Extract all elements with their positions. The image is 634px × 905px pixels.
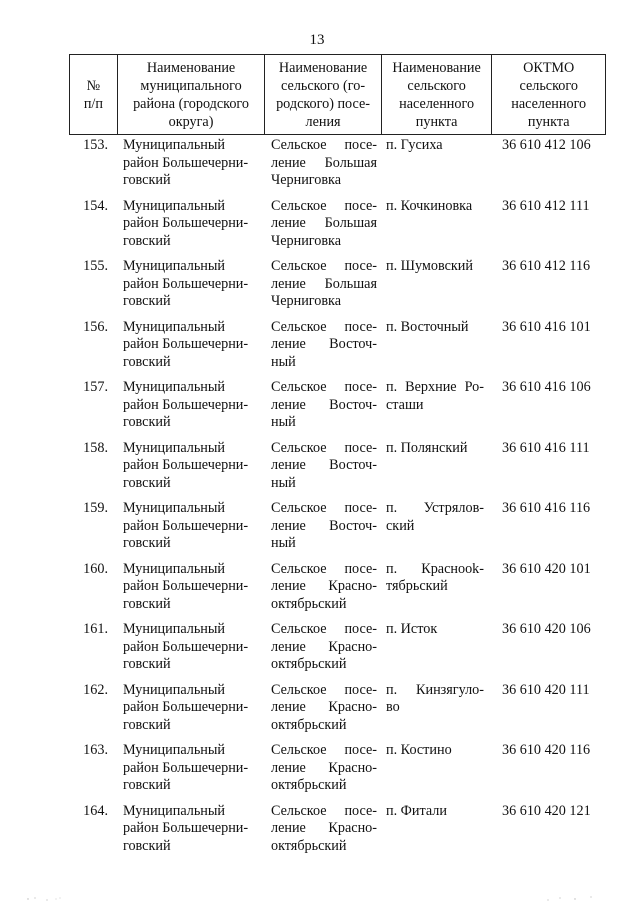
locality-line: ский <box>386 517 415 534</box>
locality-name <box>381 196 492 257</box>
locality-line: п. Кочкиновка <box>386 197 473 214</box>
settlement-line: Сельское посе- <box>271 681 377 698</box>
settlement-line: ление Восточ- <box>271 396 377 413</box>
header-district: Наименование муниципального района (городского округа) <box>117 55 264 134</box>
settlement-name <box>264 740 381 801</box>
oktmo-code: 36 610 420 101 <box>502 560 591 577</box>
settlement-line: октябрьский <box>271 716 347 733</box>
locality-line: п. Восточный <box>386 318 469 335</box>
settlement-line: ление Красно- <box>271 578 377 594</box>
settlement-line: Сельское посе- <box>271 197 377 214</box>
locality-line: п. Устрялов- <box>386 500 484 516</box>
locality-line: сташи <box>386 396 424 413</box>
oktmo-code: 36 610 416 116 <box>502 500 591 516</box>
district-name: Муниципальный район Большечерни- говский <box>123 258 249 309</box>
locality-line: п. Костино <box>386 742 452 758</box>
settlement-line: Сельское посе- <box>271 560 377 577</box>
row-number: 162. <box>83 681 108 698</box>
settlement-name <box>264 498 381 559</box>
locality-name <box>381 438 492 499</box>
locality-name <box>381 559 492 620</box>
settlement-line: Сельское посе- <box>271 439 377 456</box>
header-oktmo: ОКТМО сельского населенного пункта <box>491 55 605 134</box>
locality-line: во <box>386 699 400 715</box>
settlement-line: Сельское посе- <box>271 621 377 637</box>
oktmo-code: 36 610 416 111 <box>502 439 590 456</box>
locality-line: тябрьский <box>386 578 448 594</box>
locality-name <box>381 740 492 801</box>
settlement-line: ный <box>271 535 296 551</box>
settlement-line: Сельское посе- <box>271 379 377 395</box>
settlement-name <box>264 801 381 862</box>
row-number: 163. <box>83 742 108 758</box>
table-row <box>69 196 606 257</box>
settlement-name <box>264 256 381 317</box>
oktmo-code: 36 610 420 106 <box>502 621 591 637</box>
settlement-line: Сельское посе- <box>271 318 377 335</box>
oktmo-code: 36 610 420 116 <box>502 742 591 758</box>
district-name: Муниципальный район Большечерни- говский <box>123 621 249 672</box>
settlement-line: ление Красно- <box>271 699 377 715</box>
table-row <box>69 498 606 559</box>
settlement-line: октябрьский <box>271 595 347 612</box>
locality-line: п. Краснook- <box>386 560 484 577</box>
settlement-line: Черниговка <box>271 293 342 309</box>
row-number: 158. <box>83 439 108 456</box>
settlement-line: ление Большая <box>271 275 377 292</box>
header-locality: Наименование сельского населенного пункта <box>381 55 492 134</box>
locality-name <box>381 377 492 438</box>
district-name: Муниципальный район Большечерни- говский <box>123 560 249 612</box>
settlement-line: Сельское посе- <box>271 258 377 274</box>
district-name: Муниципальный район Большечерни- говский <box>123 500 249 551</box>
table-row <box>69 377 606 438</box>
table-row <box>69 801 606 862</box>
district-name: Муниципальный район Большечерни- говский <box>123 802 249 854</box>
row-number: 156. <box>83 318 108 335</box>
district-name: Муниципальный район Большечерни- говский <box>123 197 249 249</box>
table-row <box>69 135 606 196</box>
settlements-table <box>69 54 606 861</box>
locality-line: п. Гусиха <box>386 137 443 153</box>
settlement-line: октябрьский <box>271 837 347 854</box>
settlement-line: ление Восточ- <box>271 517 377 534</box>
settlement-line: Черниговка <box>271 172 342 188</box>
scan-noise <box>0 885 634 905</box>
page-number: 13 <box>309 32 325 48</box>
district-name: Муниципальный район Большечерни- говский <box>123 137 249 188</box>
settlement-line: ный <box>271 353 296 370</box>
table-row <box>69 438 606 499</box>
settlement-line: ление Большая <box>271 154 377 171</box>
locality-line: п. Исток <box>386 621 438 637</box>
district-name: Муниципальный район Большечерни- говский <box>123 318 249 370</box>
locality-line: п. Верхние Ро- <box>386 379 484 395</box>
settlement-line: Черниговка <box>271 232 342 249</box>
row-number: 164. <box>83 802 108 819</box>
row-number: 159. <box>83 500 108 516</box>
settlement-name <box>264 680 381 741</box>
table-header <box>69 54 606 135</box>
row-number: 160. <box>83 560 108 577</box>
table-row <box>69 619 606 680</box>
settlement-line: ный <box>271 414 296 430</box>
oktmo-code: 36 610 412 106 <box>502 137 591 153</box>
oktmo-code: 36 610 412 116 <box>502 258 591 274</box>
settlement-name <box>264 317 381 378</box>
table-row <box>69 740 606 801</box>
settlement-line: Сельское посе- <box>271 500 377 516</box>
table-row <box>69 559 606 620</box>
row-number: 155. <box>83 258 108 274</box>
oktmo-code: 36 610 420 111 <box>502 681 590 698</box>
locality-line: п. Фитали <box>386 802 447 819</box>
oktmo-code: 36 610 416 101 <box>502 318 591 335</box>
locality-line: п. Полянский <box>386 439 468 456</box>
locality-name <box>381 801 492 862</box>
district-name: Муниципальный район Большечерни- говский <box>123 379 249 430</box>
settlement-line: ление Красно- <box>271 759 377 776</box>
row-number: 161. <box>83 621 108 637</box>
settlement-name <box>264 377 381 438</box>
settlement-line: Сельское посе- <box>271 137 377 153</box>
locality-name <box>381 680 492 741</box>
row-number: 153. <box>83 137 108 153</box>
table-row <box>69 317 606 378</box>
locality-name <box>381 256 492 317</box>
settlement-name <box>264 559 381 620</box>
settlement-line: октябрьский <box>271 777 347 793</box>
locality-line: п. Кинзягуло- <box>386 681 484 698</box>
settlement-name <box>264 135 381 196</box>
header-settlement: Наименование сельского (го- родского) посе- ления <box>264 55 381 134</box>
table-row <box>69 256 606 317</box>
locality-line: п. Шумовский <box>386 258 473 274</box>
settlement-name <box>264 196 381 257</box>
table-row <box>69 680 606 741</box>
locality-name <box>381 135 492 196</box>
locality-name <box>381 498 492 559</box>
settlement-name <box>264 619 381 680</box>
settlement-line: ление Восточ- <box>271 457 377 473</box>
locality-name <box>381 317 492 378</box>
settlement-line: ление Красно- <box>271 820 377 836</box>
settlement-line: Сельское посе- <box>271 802 377 819</box>
settlement-name <box>264 438 381 499</box>
table-body <box>69 135 606 861</box>
row-number: 157. <box>83 379 108 395</box>
district-name: Муниципальный район Большечерни- говский <box>123 681 249 733</box>
settlement-line: ный <box>271 474 296 491</box>
row-number: 154. <box>83 197 108 214</box>
settlement-line: октябрьский <box>271 656 347 672</box>
settlement-line: ление Восточ- <box>271 336 377 352</box>
settlement-line: Сельское посе- <box>271 742 377 758</box>
locality-name <box>381 619 492 680</box>
district-name: Муниципальный район Большечерни- говский <box>123 742 249 793</box>
settlement-line: ление Большая <box>271 215 377 231</box>
oktmo-code: 36 610 420 121 <box>502 802 591 819</box>
settlement-line: ление Красно- <box>271 638 377 655</box>
oktmo-code: 36 610 412 111 <box>502 197 590 214</box>
district-name: Муниципальный район Большечерни- говский <box>123 439 249 491</box>
header-number: № п/п <box>83 77 103 112</box>
oktmo-code: 36 610 416 106 <box>502 379 591 395</box>
